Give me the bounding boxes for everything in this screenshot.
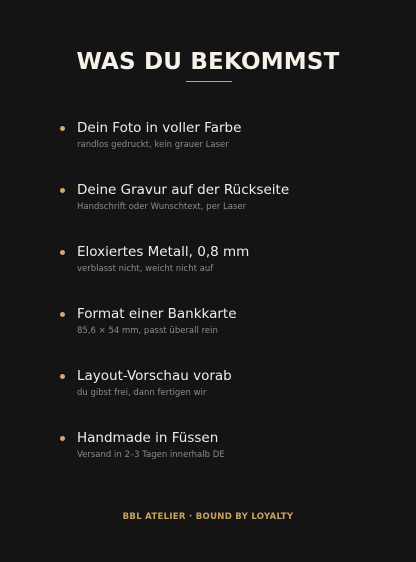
feature-title: Layout-Vorschau vorab bbox=[77, 368, 232, 384]
title-underline bbox=[186, 81, 232, 82]
feature-subtitle: 85,6 × 54 mm, passt überall rein bbox=[77, 326, 218, 336]
feature-subtitle: Versand in 2–3 Tagen innerhalb DE bbox=[77, 450, 225, 460]
bullet-dot-icon bbox=[60, 436, 65, 441]
feature-item bbox=[0, 306, 416, 346]
footer-brand: BBL ATELIER · BOUND BY LOYALTY bbox=[122, 512, 294, 522]
feature-item bbox=[0, 120, 416, 160]
feature-item bbox=[0, 182, 416, 222]
feature-subtitle: Handschrift oder Wunschtext, per Laser bbox=[77, 202, 247, 212]
feature-item bbox=[0, 368, 416, 408]
bullet-dot-icon bbox=[60, 374, 65, 379]
bullet-dot-icon bbox=[60, 312, 65, 317]
feature-title: Eloxiertes Metall, 0,8 mm bbox=[77, 244, 250, 260]
bullet-dot-icon bbox=[60, 126, 65, 131]
page-title: WAS DU BEKOMMST bbox=[76, 49, 340, 75]
feature-subtitle: verblasst nicht, weicht nicht auf bbox=[77, 264, 214, 274]
feature-title: Dein Foto in voller Farbe bbox=[77, 120, 242, 136]
feature-item bbox=[0, 244, 416, 284]
bullet-dot-icon bbox=[60, 188, 65, 193]
feature-title: Handmade in Füssen bbox=[77, 430, 219, 446]
feature-subtitle: du gibst frei, dann fertigen wir bbox=[77, 388, 207, 398]
bullet-dot-icon bbox=[60, 250, 65, 255]
feature-title: Deine Gravur auf der Rückseite bbox=[77, 182, 290, 198]
feature-title: Format einer Bankkarte bbox=[77, 306, 237, 322]
feature-subtitle: randlos gedruckt, kein grauer Laser bbox=[77, 140, 229, 150]
feature-item bbox=[0, 430, 416, 470]
